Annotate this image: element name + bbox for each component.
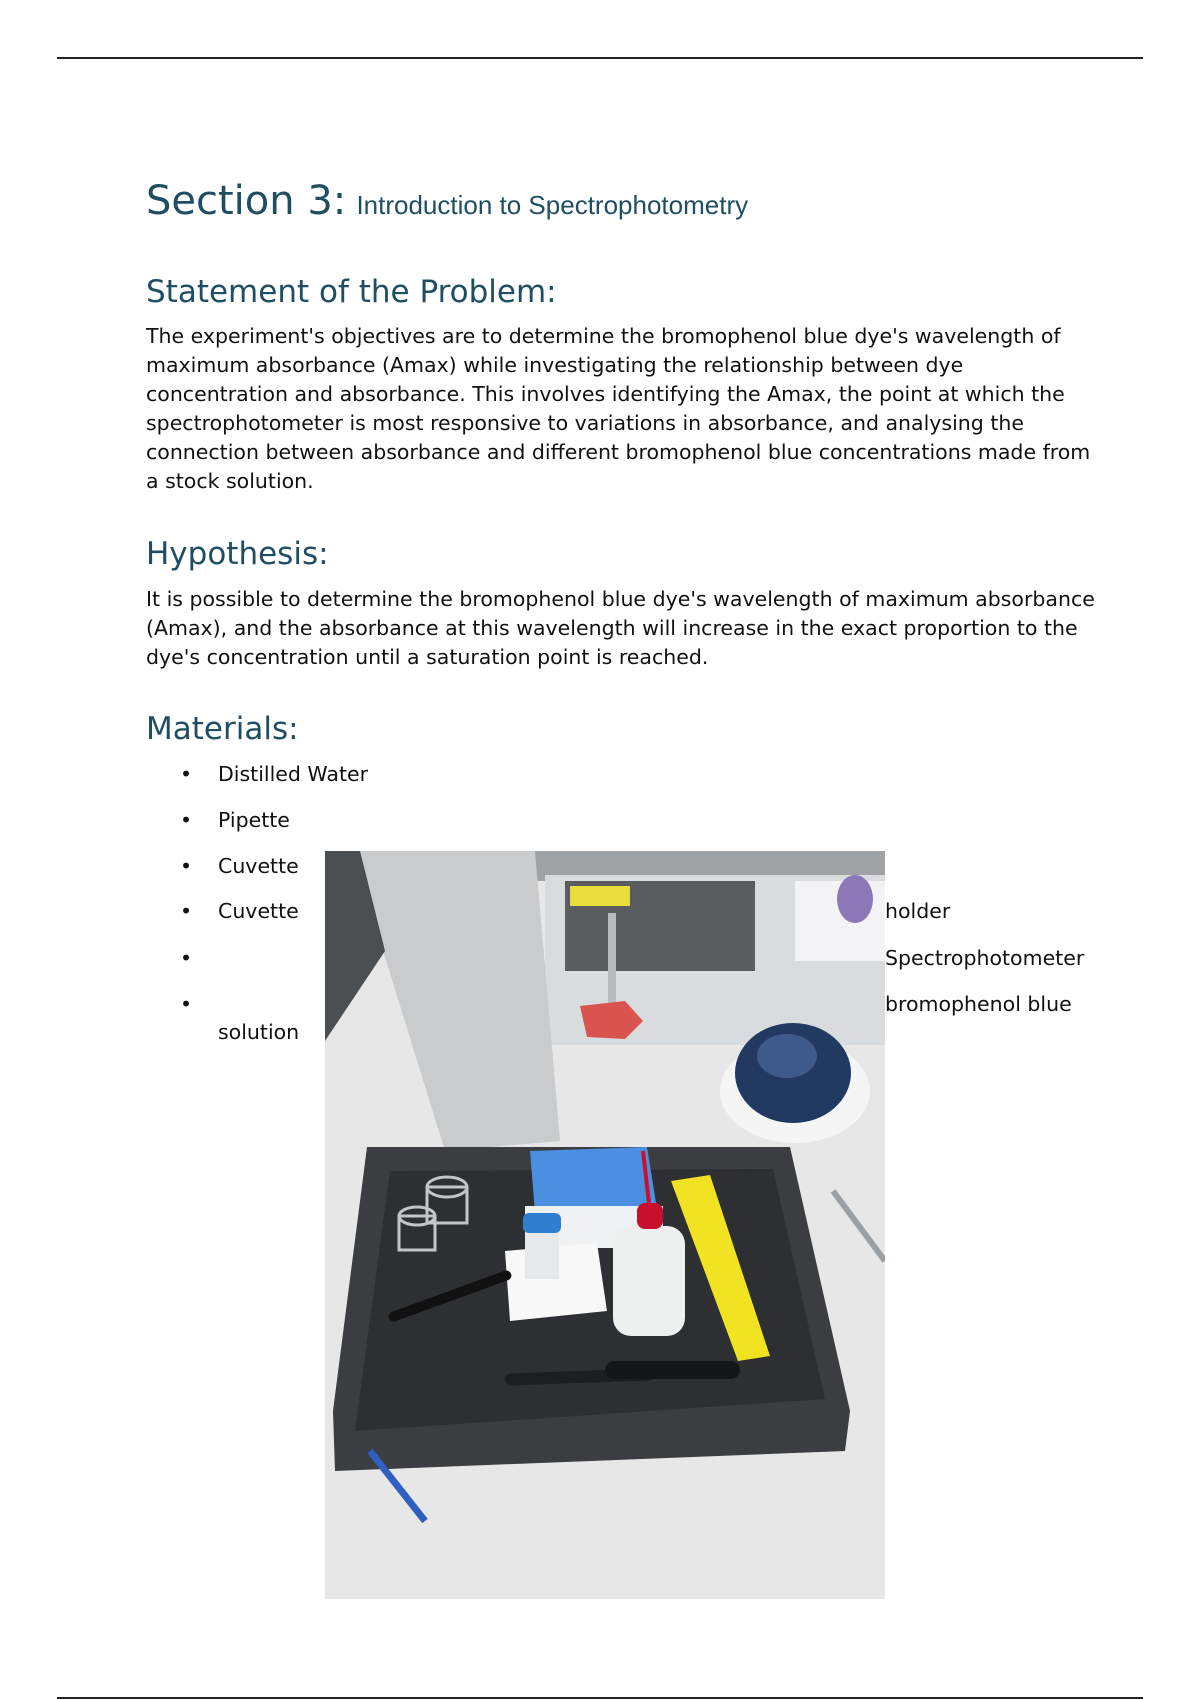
hypothesis-heading: Hypothesis: [146,536,329,572]
bullet: • [180,946,193,970]
photo-tip-box [530,1147,657,1213]
material-label: Cuvette [218,899,299,923]
footer-rule [57,1697,1143,1699]
material-label: Pipette [218,808,290,832]
list-item [180,944,218,972]
bullet: • [180,899,193,923]
bullet: • [180,762,193,786]
material-label: Distilled Water [218,762,369,786]
header-rule [57,57,1143,59]
photo-yellow-tips [570,886,630,906]
hypothesis-text: It is possible to determine the bromophenol blue dye's wavelength of maximum absorbance (Amax), and the absorbance at this wavelength will increase in the exact proportion to the dye's concentration until a saturation point is reached. [146,587,1095,669]
photo-tube-cap [523,1213,561,1233]
list-item [180,806,290,834]
photo-bottle-cap [637,1203,663,1229]
bullet: • [180,854,193,878]
list-item [180,990,218,1018]
photo-wash-bottle [613,1226,685,1336]
photo-glove [837,875,873,923]
material-label: Cuvette [218,854,299,878]
material-wrap-solution: solution [218,1020,300,1044]
material-wrap-bromophenol: bromophenol blue [885,992,1072,1016]
list-item [180,760,368,788]
problem-heading: Statement of the Problem: [146,274,557,310]
photo-stand-rod [608,913,616,1013]
lab-equipment-photo [325,851,885,1599]
problem-text: The experiment's objectives are to determine the bromophenol blue dye's wavelength of maximum absorbance (Amax) while investigating the relationship between dye concentration and absorbance. This involves identifying the Amax, the point at which the spectrophotometer is most responsive to variations in absorbance, and analysing the connection between absorbance and different bromophenol blue concentrations made from a stock solution. [146,324,1091,493]
section-title [146,178,748,224]
material-wrap-holder: holder [885,899,951,923]
section-label: Section 3: [146,178,347,224]
bullet: • [180,992,193,1016]
list-item [180,897,299,925]
materials-heading: Materials: [146,711,299,747]
photo-pipette-body [605,1361,740,1379]
photo-tube [525,1229,559,1279]
photo-centrifuge-highlight [757,1034,817,1078]
section-subtitle: Introduction to Spectrophotometry [356,190,749,220]
list-item [180,852,299,880]
bullet: • [180,808,193,832]
material-wrap-spectrophotometer: Spectrophotometer [885,946,1085,970]
